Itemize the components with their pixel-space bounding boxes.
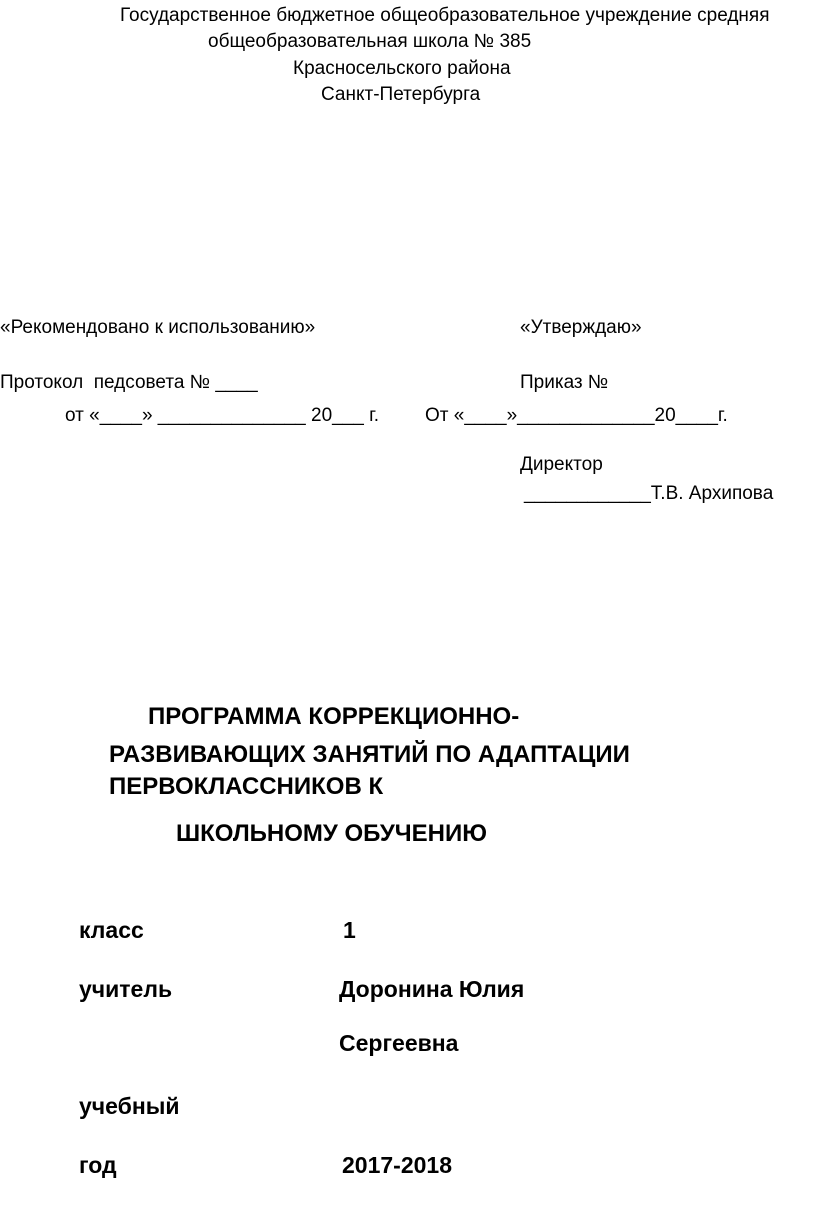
director-signature-line: ____________Т.В. Архипова [524, 483, 774, 504]
approve-label: «Утверждаю» [520, 317, 642, 338]
teacher-name-line-2: Сергеевна [339, 1030, 459, 1056]
director-label: Директор [520, 454, 603, 475]
year-label-line-1: учебный [79, 1093, 180, 1119]
order-line: Приказ № [520, 372, 609, 393]
protocol-line: Протокол педсовета № ____ [0, 372, 258, 393]
teacher-label: учитель [79, 976, 173, 1002]
school-name-line-2: общеобразовательная школа № 385 [208, 31, 532, 52]
program-title-line-2: РАЗВИВАЮЩИХ ЗАНЯТИЙ ПО АДАПТАЦИИ [109, 741, 630, 768]
city-name: Санкт-Петербурга [321, 84, 481, 105]
teacher-name-line-1: Доронина Юлия [339, 976, 525, 1002]
program-title-line-4: ШКОЛЬНОМУ ОБУЧЕНИЮ [176, 820, 487, 847]
order-date-line: От «____»_____________20____г. [425, 405, 728, 426]
class-label: класс [79, 917, 144, 943]
program-title-line-1: ПРОГРАММА КОРРЕКЦИОННО- [148, 703, 520, 730]
district-name: Красносельского района [293, 58, 511, 79]
class-value: 1 [343, 917, 356, 943]
school-name-line-1: Государственное бюджетное общеобразовательное учреждение средняя [120, 5, 770, 26]
year-label-line-2: год [79, 1152, 117, 1178]
protocol-date-line: от «____» ______________ 20___ г. [65, 405, 380, 426]
academic-year-value: 2017-2018 [342, 1152, 452, 1178]
program-title-line-3: ПЕРВОКЛАССНИКОВ К [109, 773, 384, 800]
recommended-label: «Рекомендовано к использованию» [0, 317, 316, 338]
